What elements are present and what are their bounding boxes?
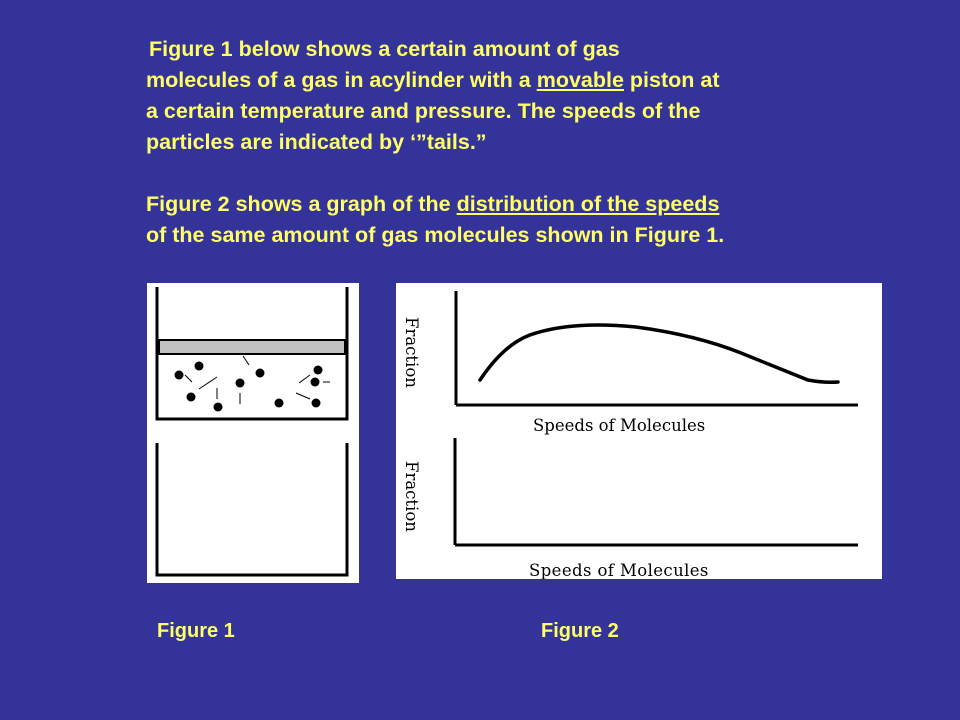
bottom-y-axis-label: Fraction [402,461,421,532]
para2-line2: of the same amount of gas molecules shown in Figure 1. [146,223,725,247]
molecule [175,371,184,380]
movable-underlined: movable [536,68,624,92]
piston [159,340,345,354]
para1-line2-post: piston at [623,68,720,92]
molecule [314,366,323,375]
figure2-caption: Figure 2 [541,620,619,642]
molecule [312,399,321,408]
figure2-panel [396,283,882,579]
top-y-axis-label: Fraction [402,317,421,388]
speed-tails [185,356,330,404]
intro-text [146,34,936,251]
molecule [256,369,265,378]
figure1-caption: Figure 1 [157,620,235,642]
molecule [236,379,245,388]
bottom-x-axis-label: Speeds of Molecules [529,561,709,579]
cylinder-diagram [147,283,359,583]
para1-line2-pre: molecules of a gas in acylinder with a [146,68,537,92]
speed-tail [243,356,249,365]
lower-cylinder-wall [157,443,347,575]
para2-line1-pre: Figure 2 shows a graph of the [146,192,457,216]
molecule [214,403,223,412]
para1-line4: particles are indicated by ‘”tails.” [146,130,487,154]
paragraph-figure1 [146,34,936,158]
speed-tail [199,377,217,389]
para1-line1: Figure 1 below shows a certain amount of gas [149,37,620,61]
gas-molecules [175,362,323,412]
paragraph-figure2 [146,189,936,251]
top-graph [402,291,858,435]
speed-tail [299,375,310,383]
top-x-axis-label: Speeds of Molecules [533,416,706,435]
molecule [195,362,204,371]
speed-tail [296,393,310,399]
speed-tail [185,375,192,382]
para1-line3: a certain temperature and pressure. The speeds of the [146,99,701,123]
molecule [275,399,284,408]
molecule [311,378,320,387]
bottom-graph [402,438,858,579]
distribution-underlined: distribution of the speeds [456,192,720,216]
speed-distribution-curve [480,325,838,382]
figure1-panel [147,283,359,583]
molecule [187,393,196,402]
speed-distribution-graphs [396,283,882,579]
